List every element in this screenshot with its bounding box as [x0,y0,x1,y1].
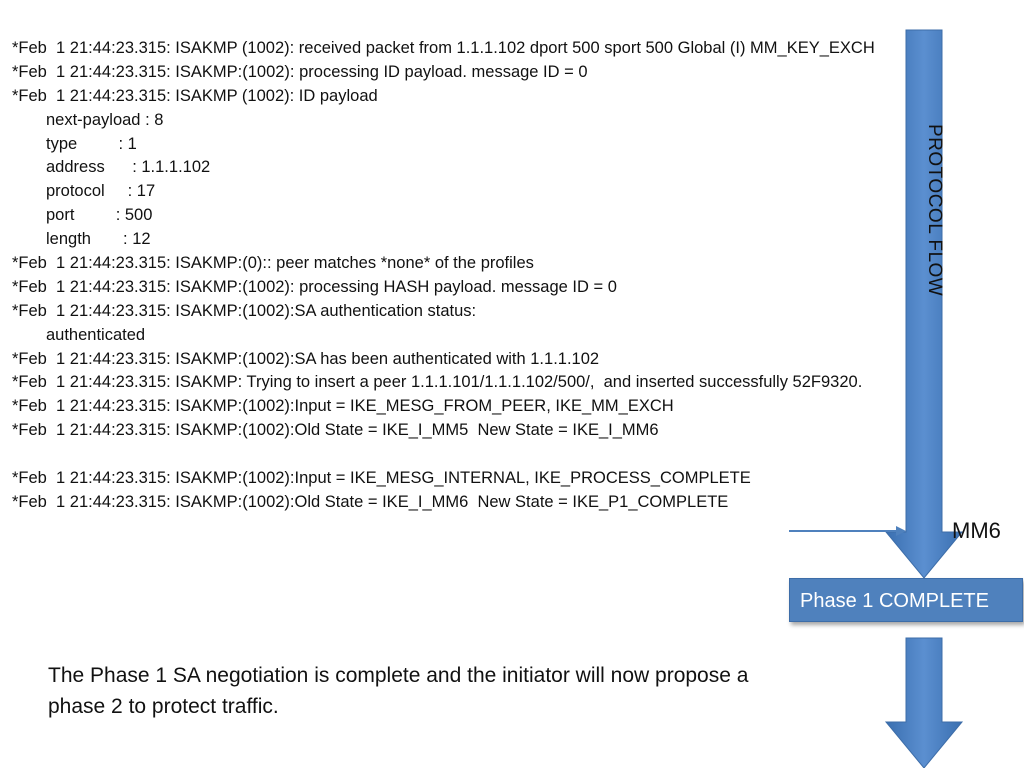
log-line: *Feb 1 21:44:23.315: ISAKMP:(1002):Old State = IKE_I_MM6 New State = IKE_P1_COMPLETE [12,492,729,511]
log-line: protocol : 17 [46,182,156,201]
log-line: *Feb 1 21:44:23.315: ISAKMP (1002): ID payload [12,86,378,105]
log-line: *Feb 1 21:44:23.315: ISAKMP: Trying to insert a peer 1.1.1.101/1.1.1.102/500/, and inserted successfully 52F9320. [12,373,863,392]
log-line: authenticated [46,325,146,344]
summary-text: The Phase 1 SA negotiation is complete and the initiator will now propose a phase 2 to protect traffic. [48,664,749,718]
protocol-flow-label: PROTOCOL FLOW [924,123,945,297]
log-line: *Feb 1 21:44:23.315: ISAKMP:(1002):SA has been authenticated with 1.1.1.102 [12,349,600,368]
log-line: *Feb 1 21:44:23.315: ISAKMP:(1002):Input = IKE_MESG_FROM_PEER, IKE_MM_EXCH [12,397,674,416]
log-line: next-payload : 8 [46,110,164,129]
log-line: *Feb 1 21:44:23.315: ISAKMP:(1002):Old State = IKE_I_MM5 New State = IKE_I_MM6 [12,421,659,440]
phase1-complete-label: Phase 1 COMPLETE [800,590,989,612]
mm6-label: MM6 [952,518,1001,543]
log-line: length : 12 [46,230,151,249]
log-line [12,443,952,467]
log-line: address : 1.1.1.102 [46,158,211,177]
phase2-down-arrow [886,638,962,768]
log-line: *Feb 1 21:44:23.315: ISAKMP (1002): received packet from 1.1.1.102 dport 500 sport 500 Global (I) MM_KEY_EXCH [12,39,875,57]
log-line: *Feb 1 21:44:23.315: ISAKMP:(1002): processing ID payload. message ID = 0 [12,62,588,81]
phase1-complete-box [789,578,1023,622]
log-line: *Feb 1 21:44:23.315: ISAKMP:(0):: peer matches *none* of the profiles [12,254,534,273]
log-line: type : 1 [46,134,137,153]
debug-log [12,37,952,515]
log-line: *Feb 1 21:44:23.315: ISAKMP:(1002): processing HASH payload. message ID = 0 [12,277,617,296]
log-line: *Feb 1 21:44:23.315: ISAKMP:(1002):Input = IKE_MESG_INTERNAL, IKE_PROCESS_COMPLETE [12,469,751,488]
log-line: port : 500 [46,206,153,225]
log-line: *Feb 1 21:44:23.315: ISAKMP:(1002):SA authentication status: [12,301,477,320]
